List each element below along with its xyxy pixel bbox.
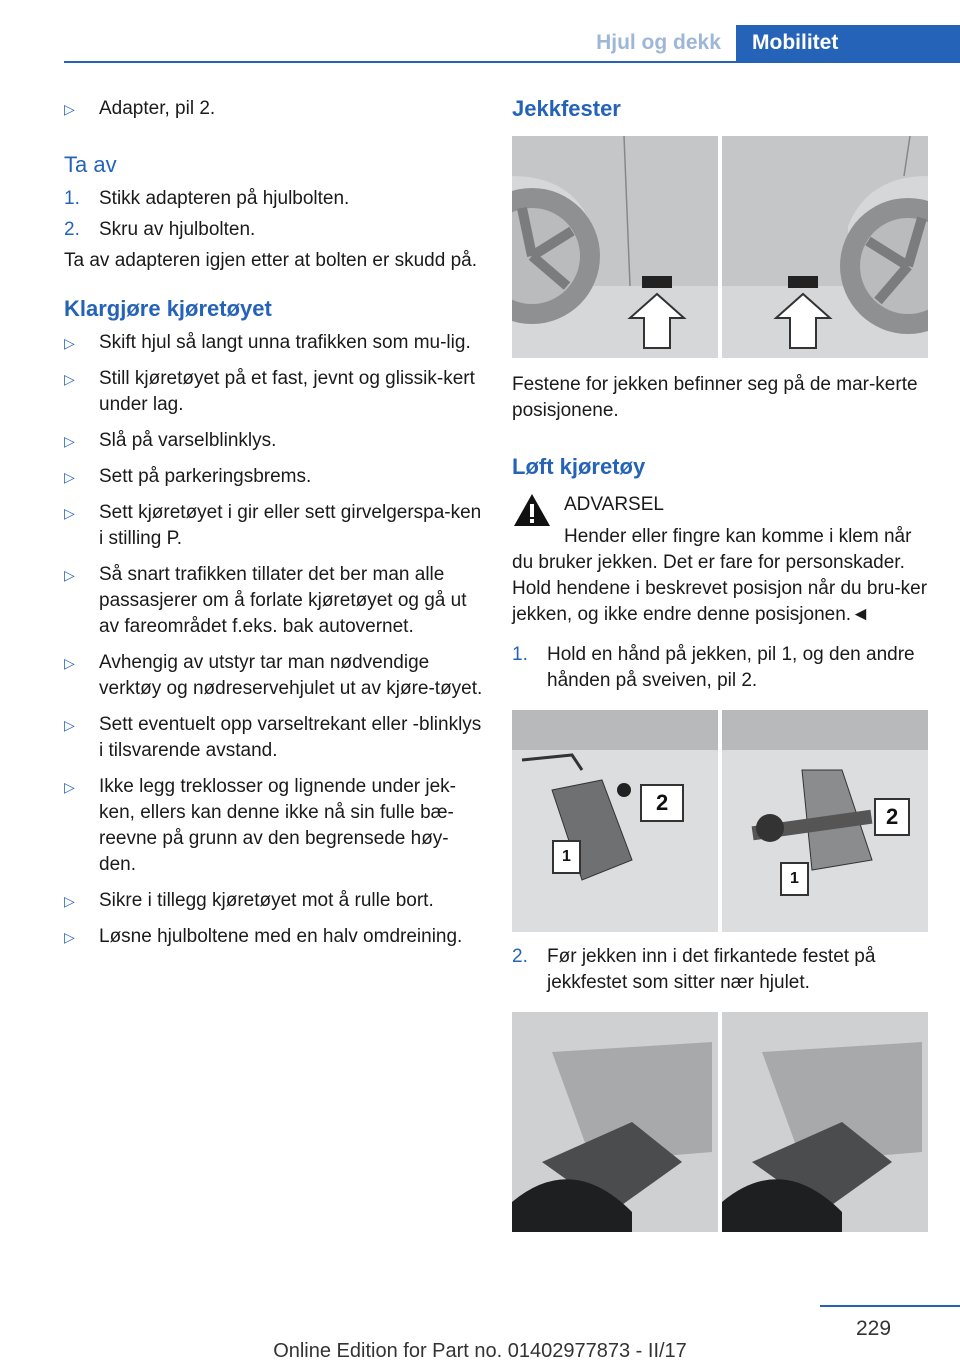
jack-heading: Jekkfester	[512, 96, 621, 121]
arrow-label: 1	[552, 840, 581, 874]
prepare-list	[64, 330, 484, 950]
list-item: ▷ Adapter, pil 2.	[64, 96, 484, 122]
triangle-bullet-icon: ▷	[64, 335, 75, 351]
list-item: 1. Hold en hånd på jekken, pil 1, og den andre hånden på sveiven, pil 2.	[512, 644, 915, 691]
header-tabs	[581, 25, 960, 61]
triangle-bullet-icon: ▷	[64, 101, 75, 117]
list-item: 2. Før jekken inn i det firkantede festet på jekkfestet som sitter nær hjulet.	[512, 946, 876, 993]
warning-box	[512, 492, 928, 628]
list-item: ▷ Avhengig av utstyr tar man nødvendige verktøy og nødreservehjulet ut av kjøre-tøyet.	[64, 650, 484, 702]
right-column	[512, 96, 928, 1232]
list-item: ▷ Slå på varselblinklys.	[64, 428, 484, 454]
triangle-bullet-icon: ▷	[64, 717, 75, 733]
triangle-bullet-icon: ▷	[64, 505, 75, 521]
warning-triangle-icon	[512, 492, 552, 533]
header-rule	[64, 61, 960, 63]
arrow-label: 1	[780, 862, 809, 896]
list-item: ▷ Still kjøretøyet på et fast, jevnt og glissik-kert under lag.	[64, 366, 484, 418]
section-tab: Hjul og dekk	[581, 25, 736, 61]
arrow-label: 2	[874, 798, 910, 836]
page-number: 229	[856, 1317, 892, 1340]
remove-steps	[64, 186, 484, 243]
jack-points-figure	[512, 136, 928, 358]
list-item: ▷ Løsne hjulboltene med en halv omdreining.	[64, 924, 484, 950]
triangle-bullet-icon: ▷	[64, 433, 75, 449]
footer-rule	[820, 1305, 960, 1307]
list-item: 1. Stikk adapteren på hjulbolten.	[64, 188, 350, 209]
jack-insert-figure	[512, 1012, 928, 1232]
list-item: ▷ Ikke legg treklosser og lignende under jek-ken, ellers kan denne ikke nå sin fulle bæ-reevne på grunn av den begrensede høy-den.	[64, 774, 484, 878]
jack-caption: Festene for jekken befinner seg på de mar-kerte posisjonene.	[512, 374, 918, 421]
triangle-bullet-icon: ▷	[64, 567, 75, 583]
triangle-bullet-icon: ▷	[64, 929, 75, 945]
remove-note: Ta av adapteren igjen etter at bolten er skudd på.	[64, 250, 477, 271]
triangle-bullet-icon: ▷	[64, 893, 75, 909]
list-item: ▷ Så snart trafikken tillater det ber man alle passasjerer om å forlate kjøretøyet og gå ut av fareområdet f.eks. bak autovernet.	[64, 562, 484, 640]
warning-title: ADVARSEL	[564, 494, 664, 515]
triangle-bullet-icon: ▷	[64, 469, 75, 485]
lift-heading: Løft kjøretøy	[512, 454, 646, 479]
jack-hold-figure	[512, 710, 928, 932]
list-item: ▷ Sikre i tillegg kjøretøyet mot å rulle bort.	[64, 888, 484, 914]
list-item: ▷ Sett kjøretøyet i gir eller sett girvelgerspa-ken i stilling P.	[64, 500, 484, 552]
left-column	[64, 96, 484, 960]
triangle-bullet-icon: ▷	[64, 779, 75, 795]
list-item: 2. Skru av hjulbolten.	[64, 219, 256, 240]
arrow-label: 2	[640, 784, 684, 822]
chapter-tab: Mobilitet	[736, 25, 960, 61]
prepare-heading: Klargjøre kjøretøyet	[64, 296, 272, 321]
triangle-bullet-icon: ▷	[64, 655, 75, 671]
remove-heading: Ta av	[64, 152, 117, 177]
edition-footer: Online Edition for Part no. 01402977873 - II/17	[273, 1340, 687, 1362]
triangle-bullet-icon: ▷	[64, 371, 75, 387]
warning-text: Hender eller fingre kan komme i klem når du bruker jekken. Det er fare for personskader. Hold hendene i beskrevet posisjon når du bru-ker jekken, og ikke endre denne posisjonen.◄	[512, 526, 928, 625]
list-item: ▷ Sett eventuelt opp varseltrekant eller -blinklys i tilsvarende avstand.	[64, 712, 484, 764]
list-item: ▷ Skift hjul så langt unna trafikken som mu-lig.	[64, 330, 484, 356]
list-item: ▷ Sett på parkeringsbrems.	[64, 464, 484, 490]
